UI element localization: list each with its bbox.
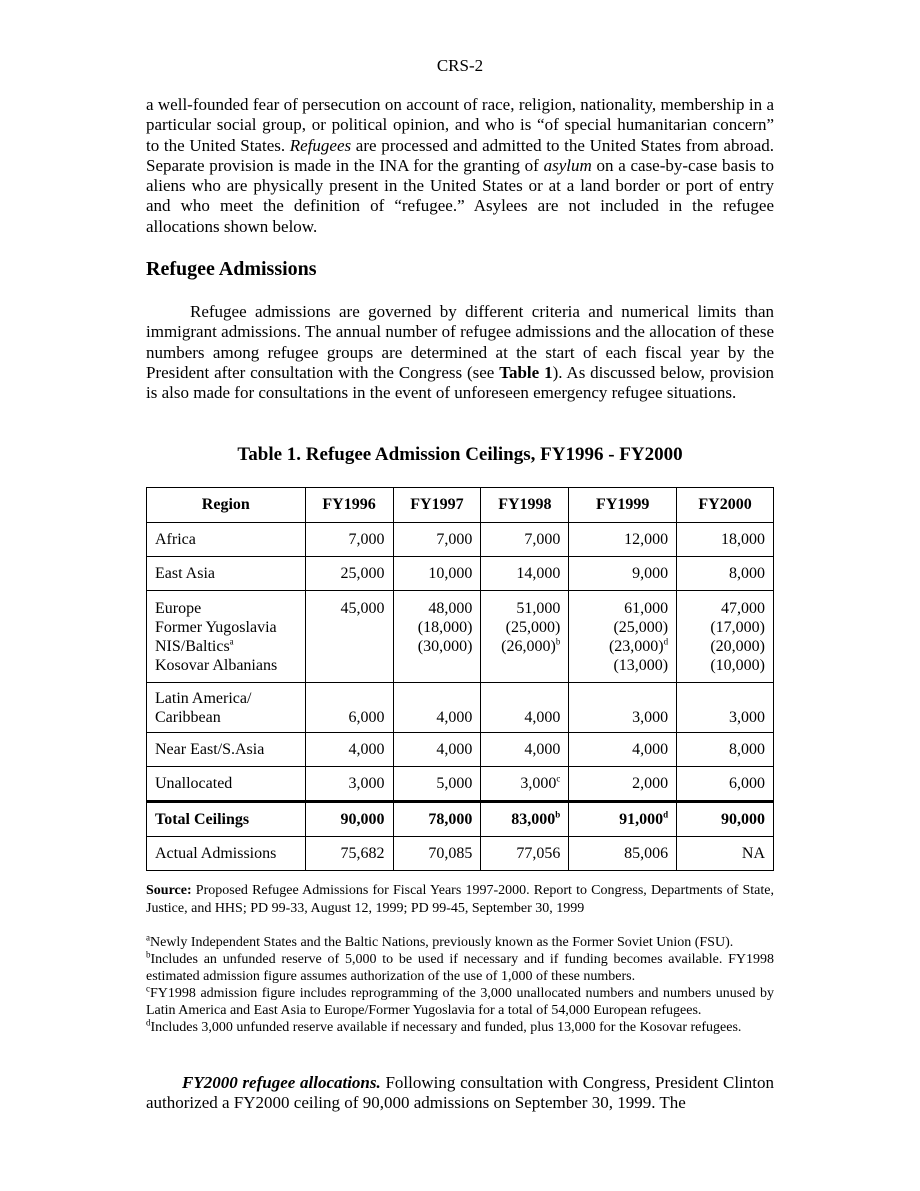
value-cell xyxy=(481,767,569,802)
footnote-marker: a xyxy=(146,932,150,943)
value-line: 48,000 xyxy=(428,600,473,617)
allocations-text: Following consultation with Congress, President Clinton authorized a FY2000 ceiling of 90,000 admissions on September 30, 1999. The xyxy=(146,1073,774,1113)
column-header: FY1996 xyxy=(305,488,393,523)
refugees-term: Refugees xyxy=(289,135,352,155)
source-text: Proposed Refugee Admissions for Fiscal Years 1997-2000. Report to Congress, Departments of State, Justice, and HHS; PD 99-33, August 12, 1999; PD 99-45, September 30, 1999 xyxy=(146,883,774,916)
value-line: 47,000 xyxy=(721,600,765,617)
total-row xyxy=(147,802,774,837)
value-line: (18,000) xyxy=(417,619,473,636)
table-header-row xyxy=(147,488,774,523)
table-row xyxy=(147,767,774,802)
value-cell: 12,000 xyxy=(569,523,677,557)
footnote xyxy=(146,934,774,951)
region-label-text: NIS/Baltics xyxy=(155,638,230,655)
region-label: Latin America/ xyxy=(155,690,252,707)
region-label: Caribbean xyxy=(155,709,221,726)
footnote xyxy=(146,951,774,985)
admissions-text-2: ). As discussed below, provision is also made for consultations in the event of unforeseen emergency refugee situations. xyxy=(146,362,774,403)
allocations-paragraph xyxy=(146,1073,774,1114)
value-cell: 9,000 xyxy=(569,557,677,591)
value-cell xyxy=(569,802,677,837)
value-line: (17,000) xyxy=(710,619,765,636)
intro-text-2: are processed and admitted to the United States from abroad. Separate provision is made in the INA for the granting of xyxy=(146,135,774,175)
footnote-marker: a xyxy=(229,636,234,647)
value-cell: 90,000 xyxy=(305,802,393,837)
value-line: (25,000) xyxy=(505,619,561,636)
value-cell: 78,000 xyxy=(393,802,481,837)
footnote-marker: b xyxy=(146,949,151,960)
admissions-paragraph xyxy=(146,302,774,403)
footnote-text: Includes an unfunded reserve of 5,000 to be used if necessary and if funding becomes available. FY1998 estimated admission figure assumes authorization of the use of 1,000 of these numbers. xyxy=(146,952,774,984)
value-line: 61,000 xyxy=(624,600,669,617)
value-cell: 4,000 xyxy=(481,683,569,733)
value-text: (26,000) xyxy=(501,638,556,655)
section-heading: Refugee Admissions xyxy=(146,258,317,280)
source-label: Source: xyxy=(146,883,192,898)
intro-text-1: a well-founded fear of persecution on account of race, religion, nationality, membership in a particular social group, or political opinion, and who is “of special humanitarian concern” to the United States. xyxy=(146,95,774,155)
value-cell: 85,006 xyxy=(569,837,677,871)
value-line xyxy=(489,637,560,656)
value-line: (13,000) xyxy=(613,657,669,674)
value-cell xyxy=(393,591,481,683)
region-cell: Near East/S.Asia xyxy=(147,733,306,767)
value-cell: 14,000 xyxy=(481,557,569,591)
table-row xyxy=(147,837,774,871)
value-cell xyxy=(677,591,774,683)
footnote-marker: d xyxy=(146,1017,151,1028)
value-cell: 3,000 xyxy=(569,683,677,733)
region-cell xyxy=(147,683,306,733)
region-cell: Unallocated xyxy=(147,767,306,802)
region-label: Kosovar Albanians xyxy=(155,657,278,674)
table-title: Table 1. Refugee Admission Ceilings, FY1996 - FY2000 xyxy=(237,444,683,465)
table-footnotes xyxy=(146,934,774,1036)
footnote-text: Includes 3,000 unfunded reserve available if necessary and funded, plus 13,000 for the Kosovar refugees. xyxy=(150,1020,742,1035)
region-cell: Africa xyxy=(147,523,306,557)
table-row xyxy=(147,733,774,767)
value-cell: 25,000 xyxy=(305,557,393,591)
value-cell: 4,000 xyxy=(569,733,677,767)
value-text: 3,000 xyxy=(520,775,557,792)
region-cell: East Asia xyxy=(147,557,306,591)
table-row xyxy=(147,591,774,683)
region-label: Former Yugoslavia xyxy=(155,619,277,636)
value-text: 83,000 xyxy=(511,811,556,828)
value-cell: 3,000 xyxy=(677,683,774,733)
region-label: Europe xyxy=(155,600,202,617)
column-header: FY1999 xyxy=(569,488,677,523)
value-line: (20,000) xyxy=(710,638,765,655)
region-cell xyxy=(147,591,306,683)
footnote-marker: d xyxy=(663,809,669,820)
value-line: 45,000 xyxy=(340,600,385,617)
value-cell: 70,085 xyxy=(393,837,481,871)
admissions-text-1: Refugee admissions are governed by different criteria and numerical limits than immigrant admissions. The annual number of refugee admissions and the allocation of these numbers among refugee groups are determined at the start of each fiscal year by the President after consultation with the Congress (see xyxy=(146,302,774,382)
column-header: FY1998 xyxy=(481,488,569,523)
value-cell: 8,000 xyxy=(677,733,774,767)
value-cell: 75,682 xyxy=(305,837,393,871)
value-text: (23,000) xyxy=(608,638,664,655)
value-line: (10,000) xyxy=(710,657,765,674)
value-cell xyxy=(569,591,677,683)
value-cell: 4,000 xyxy=(481,733,569,767)
value-cell: 6,000 xyxy=(677,767,774,802)
allocations-lead: FY2000 refugee allocations. xyxy=(182,1073,381,1092)
footnote xyxy=(146,985,774,1019)
refugee-ceilings-table xyxy=(146,487,774,871)
value-cell: 10,000 xyxy=(393,557,481,591)
value-cell: 6,000 xyxy=(305,683,393,733)
value-line xyxy=(577,637,668,656)
value-line: (30,000) xyxy=(417,638,473,655)
value-cell: 18,000 xyxy=(677,523,774,557)
value-cell: 8,000 xyxy=(677,557,774,591)
page-header: CRS-2 xyxy=(436,56,484,75)
value-line: (25,000) xyxy=(613,619,669,636)
table-source xyxy=(146,882,774,917)
footnote-marker: b xyxy=(555,636,561,647)
value-cell: 90,000 xyxy=(677,802,774,837)
value-cell xyxy=(481,591,569,683)
footnote-text: FY1998 admission figure includes reprogramming of the 3,000 unallocated numbers and numbers unused by Latin America and East Asia to Europe/Former Yugoslavia for a total of 54,000 European refugees. xyxy=(146,986,774,1018)
intro-paragraph xyxy=(146,95,774,237)
value-cell: 3,000 xyxy=(305,767,393,802)
value-cell: 4,000 xyxy=(393,683,481,733)
value-text: 91,000 xyxy=(619,811,664,828)
table-row xyxy=(147,557,774,591)
footnote-text: Newly Independent States and the Baltic Nations, previously known as the Former Soviet Union (FSU). xyxy=(150,935,734,950)
column-header: FY2000 xyxy=(677,488,774,523)
value-cell: 7,000 xyxy=(393,523,481,557)
table-row xyxy=(147,523,774,557)
value-cell: 4,000 xyxy=(393,733,481,767)
footnote-marker: c xyxy=(146,983,150,994)
region-cell: Actual Admissions xyxy=(147,837,306,871)
table-reference: Table 1 xyxy=(499,362,553,382)
column-header: Region xyxy=(147,488,306,523)
region-cell: Total Ceilings xyxy=(147,802,306,837)
value-cell: 77,056 xyxy=(481,837,569,871)
footnote-marker: c xyxy=(556,773,561,784)
asylum-term: asylum xyxy=(543,155,592,175)
value-cell: 2,000 xyxy=(569,767,677,802)
value-cell: NA xyxy=(677,837,774,871)
value-cell: 7,000 xyxy=(481,523,569,557)
table-row xyxy=(147,683,774,733)
column-header: FY1997 xyxy=(393,488,481,523)
intro-text-3: on a case-by-case basis to aliens who are physically present in the United States or at a land border or port of entry and who meet the definition of “refugee.” Asylees are not included in the refugee allocations shown below. xyxy=(146,155,774,236)
value-line: 51,000 xyxy=(516,600,561,617)
value-cell: 5,000 xyxy=(393,767,481,802)
footnote xyxy=(146,1019,774,1036)
value-cell xyxy=(481,802,569,837)
value-cell: 4,000 xyxy=(305,733,393,767)
value-cell: 7,000 xyxy=(305,523,393,557)
value-cell xyxy=(305,591,393,683)
region-label xyxy=(155,637,297,656)
footnote-marker: b xyxy=(555,809,561,820)
footnote-marker: d xyxy=(663,636,669,647)
